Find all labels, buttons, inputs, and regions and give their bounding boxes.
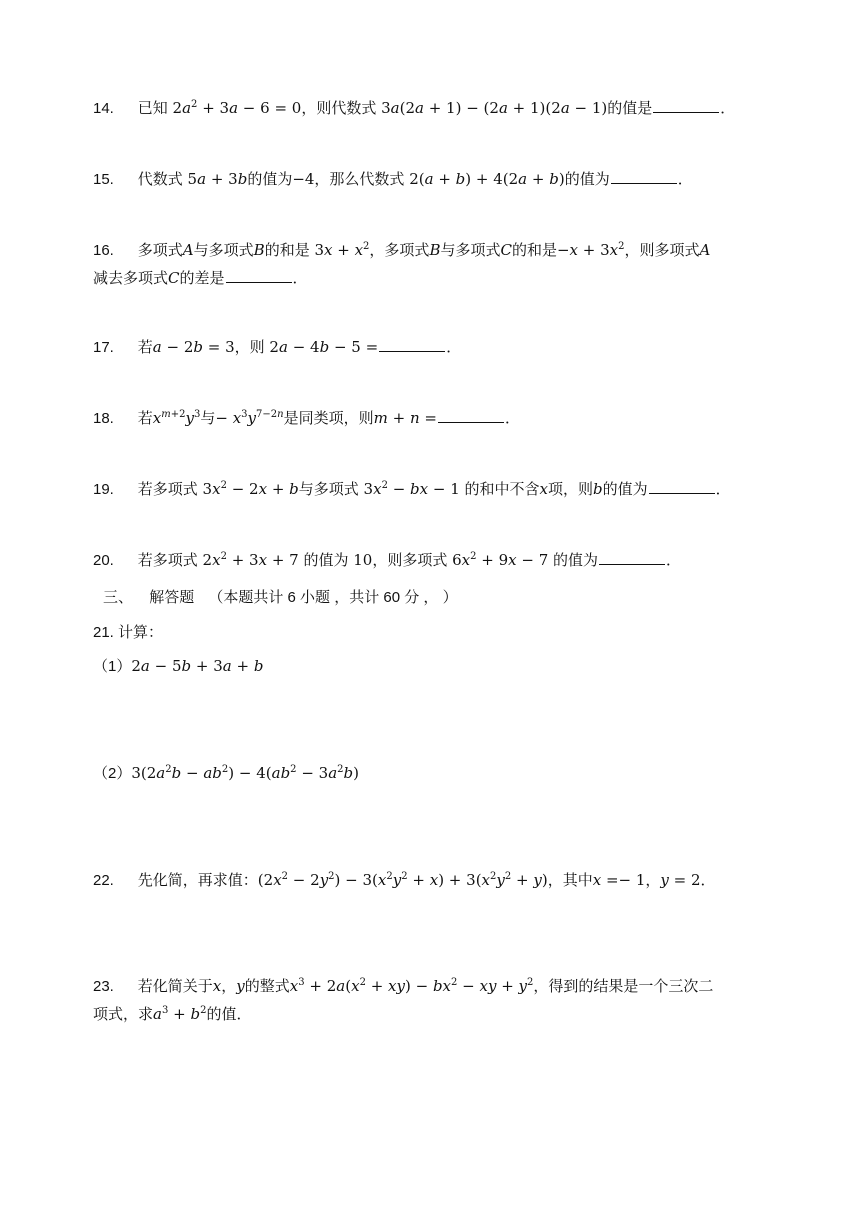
answer-blank[interactable] [653, 98, 719, 113]
question-18 [93, 408, 520, 429]
part-label: （2） [93, 765, 132, 782]
question-20 [93, 550, 681, 571]
question-22 [93, 870, 716, 891]
question-17 [93, 337, 461, 358]
section-description: （本题共计 6 小题 ，共计 60 分 ， ） [208, 589, 458, 606]
answer-blank[interactable] [226, 268, 292, 283]
question-text: 多项式A与多项式B的和是 $3x + x^2$，多项式B与多项式C的和是$-x + 3x^2$，则多项式A [137, 241, 711, 259]
question-14 [93, 98, 735, 119]
question-number: 19. [93, 481, 114, 498]
end-mark: ． [504, 409, 520, 427]
question-number: 16. [93, 242, 114, 259]
answer-blank[interactable] [379, 337, 445, 352]
question-text: 代数式 5a + 3b的值为−4，那么代数式 2(a + b) + 4(2a + b)的值为 [137, 170, 610, 188]
section-header [103, 586, 458, 607]
question-23-line1 [93, 976, 713, 997]
question-text: 若多项式 $2x^2 + 3x + 7$ 的值为 10，则多项式 $6x^2 + 9x - 7$ 的值为 [137, 551, 599, 569]
question-15 [93, 169, 693, 190]
question-number: 15. [93, 171, 114, 188]
question-text: 减去多项式C的差是 [93, 269, 225, 287]
part-expression: 2a − 5b + 3a + b [131, 657, 264, 675]
section-number: 三、 [103, 589, 134, 606]
question-number: 20. [93, 552, 114, 569]
question-text: 已知 $2a^2 + 3a - 6 = 0$，则代数式 3a(2a + 1) − (2a + 1)(2a − 1)的值是 [137, 99, 653, 117]
question-16-line2 [93, 268, 308, 288]
question-number: 23. [93, 978, 114, 995]
question-text: 项式，求$a^3 + b^2$的值． [93, 1005, 252, 1023]
end-mark: ． [292, 269, 308, 287]
end-mark: ． [720, 99, 736, 117]
answer-blank[interactable] [599, 550, 665, 565]
end-mark: ． [446, 338, 462, 356]
answer-blank[interactable] [611, 169, 677, 184]
end-mark: ． [666, 551, 682, 569]
section-title: 解答题 [149, 589, 195, 606]
answer-blank[interactable] [649, 479, 715, 494]
question-number: 17. [93, 339, 114, 356]
question-23-line2 [93, 1004, 251, 1024]
question-number: 18. [93, 410, 114, 427]
question-text: 若$x^{m+2}y^3$与− $x^3y^{7-2n}$是同类项，则m + n = [137, 409, 437, 427]
part-expression: $3(2a^2b - ab^2) - 4(ab^2 - 3a^2b)$ [131, 764, 359, 782]
part-label: （1） [93, 658, 132, 675]
end-mark: ． [715, 480, 731, 498]
question-19 [93, 479, 731, 500]
question-21-part2 [93, 763, 359, 784]
question-text: 若多项式 $3x^2 - 2x + b$与多项式 $3x^2$ − bx − 1 的和中不含x项，则b的值为 [137, 480, 648, 498]
end-mark: ． [677, 170, 693, 188]
question-21-part1 [93, 656, 263, 677]
question-number: 14. [93, 100, 114, 117]
question-text: 若化简关于x，y的整式$x^3 + 2a(x^2 + xy) - bx^2$ − xy + $y^2$，得到的结果是一个三次二 [137, 977, 714, 995]
answer-blank[interactable] [438, 408, 504, 423]
question-number: 22. [93, 872, 114, 889]
question-text: 若a − 2b = 3，则 2a − 4b − 5 = [137, 338, 379, 356]
question-text: 先化简，再求值：$(2x^2 - 2y^2) - 3(x^2y^2 + x) + 3(x^2y^2 + y)$，其中x =− 1，y = 2． [137, 871, 716, 889]
question-21-header: 21. 计算： [93, 624, 164, 641]
question-16-line1 [93, 240, 710, 261]
